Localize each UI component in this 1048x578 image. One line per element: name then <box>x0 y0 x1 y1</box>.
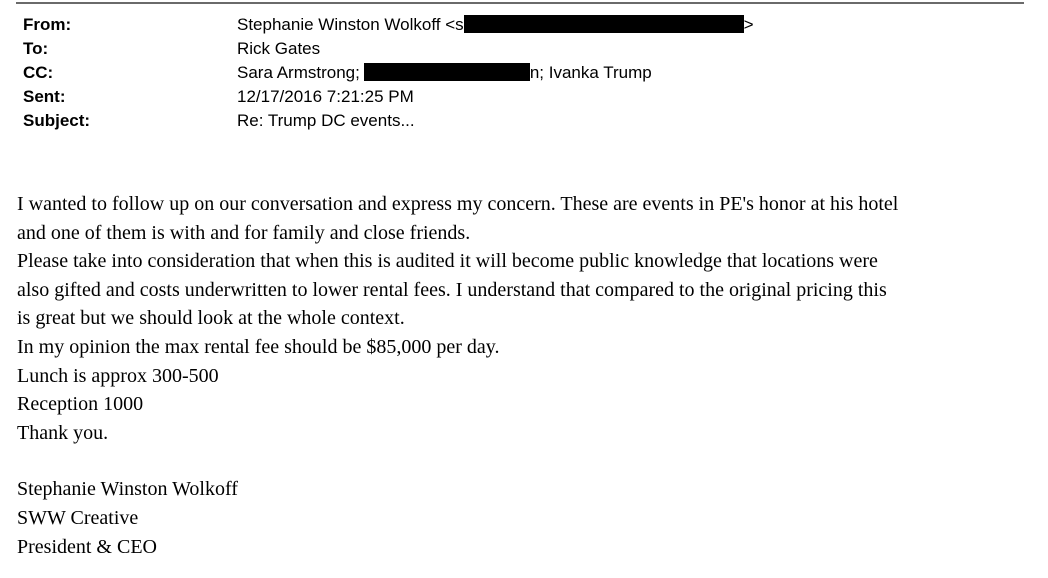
cc-first: Sara Armstrong; <box>237 63 360 82</box>
body-line: Thank you. <box>17 421 109 444</box>
body-line: is great but we should look at the whole context. <box>17 307 405 330</box>
top-rule <box>16 2 1024 4</box>
subject-value: Re: Trump DC events... <box>237 111 415 130</box>
signature-name: Stephanie Winston Wolkoff <box>17 478 238 501</box>
body-line: also gifted and costs underwritten to lower rental fees. I understand that compared to the original pricing this <box>17 278 887 301</box>
cc-rest: n; Ivanka Trump <box>529 63 652 82</box>
body-line: In my opinion the max rental fee should be $85,000 per day. <box>17 335 500 358</box>
spacer <box>17 447 1037 475</box>
redaction-bar <box>464 15 744 33</box>
body-line: and one of them is with and for family and close friends. <box>17 221 471 244</box>
signature-company: SWW Creative <box>17 506 139 529</box>
body-line: Please take into consideration that when this is audited it will become public knowledge that locations were <box>17 250 878 273</box>
sent-label: Sent: <box>23 87 66 106</box>
subject-label: Subject: <box>23 111 91 130</box>
from-value <box>237 13 754 37</box>
cc-label: CC: <box>23 63 54 82</box>
email-body <box>17 190 1037 561</box>
to-value: Rick Gates <box>237 39 321 58</box>
body-line: Reception 1000 <box>17 393 144 416</box>
cc-value <box>237 61 652 85</box>
body-line: Lunch is approx 300-500 <box>17 364 219 387</box>
signature-title: President & CEO <box>17 535 157 558</box>
sent-value: 12/17/2016 7:21:25 PM <box>237 87 414 106</box>
from-label: From: <box>23 15 72 34</box>
from-close-bracket: > <box>743 15 754 34</box>
redaction-bar <box>364 63 530 81</box>
from-text: Stephanie Winston Wolkoff <s <box>237 15 464 34</box>
body-line: I wanted to follow up on our conversation and express my concern. These are events in PE's honor at his hotel <box>17 193 899 215</box>
to-label: To: <box>23 39 49 58</box>
